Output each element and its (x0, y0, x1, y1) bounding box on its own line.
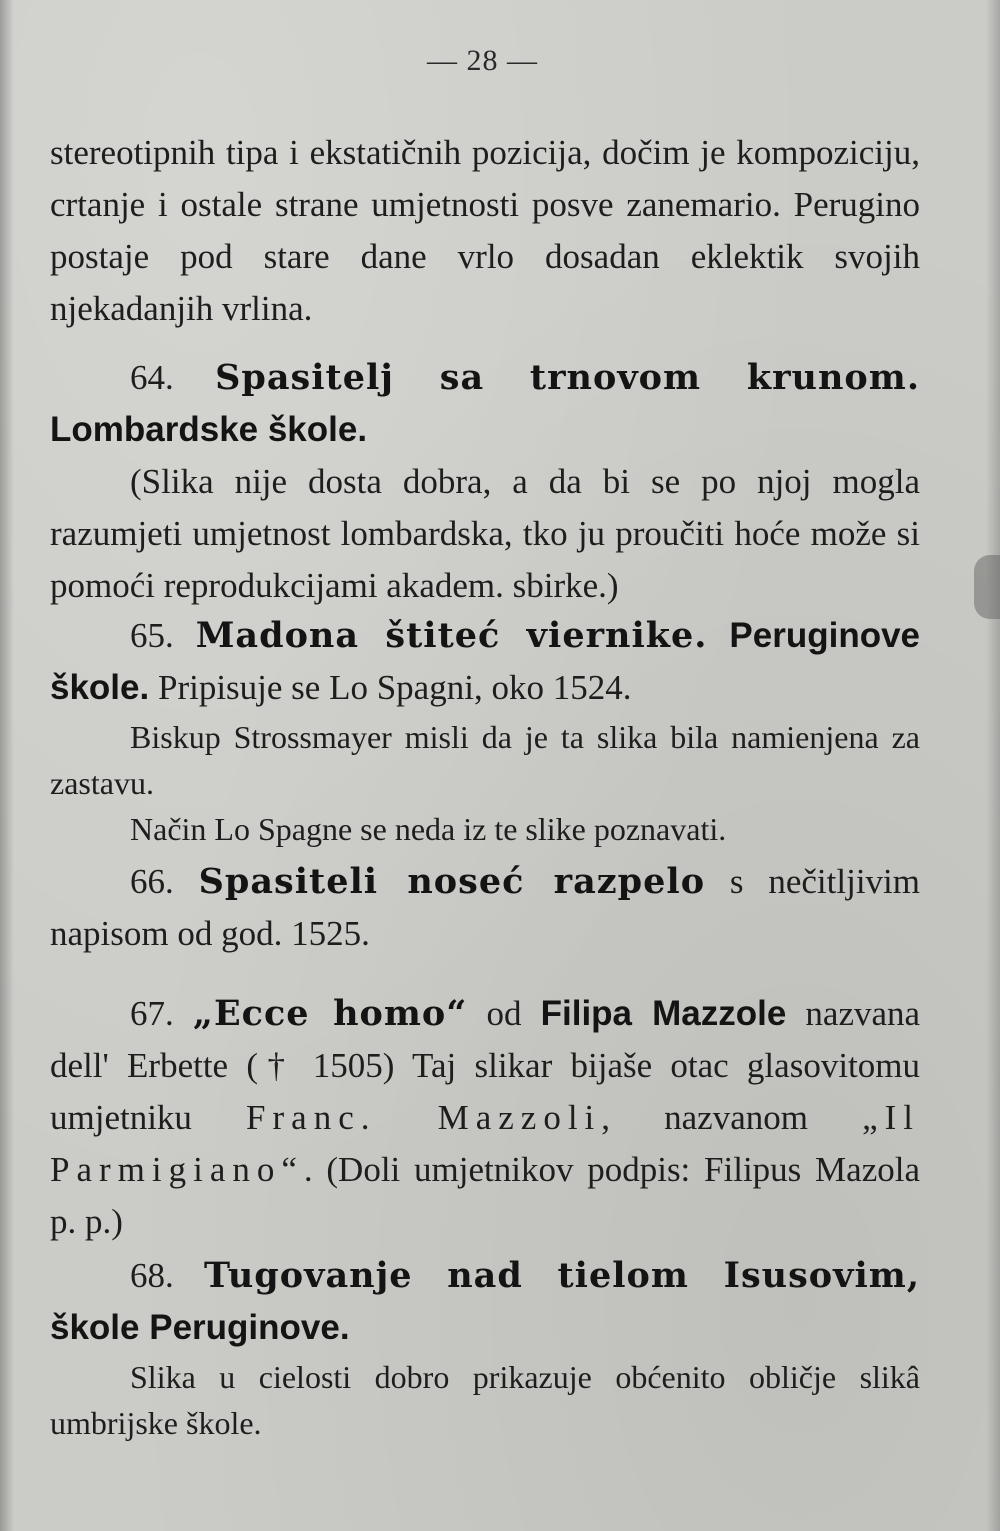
entry-school: škole Peruginove. (50, 1308, 350, 1347)
entry-number: 64. (130, 358, 174, 397)
entry-title: Madona štiteć viernike. (195, 615, 708, 656)
entry-attribution: Pripisuje se Lo Spagni, oko 1524. (157, 668, 632, 707)
entry-number: 66. (130, 862, 174, 901)
entry-heading (50, 856, 920, 960)
intro-text: stereotipnih tipa i ekstatičnih pozicija, dočim je kompoziciju, crtanje i ostale strane umjetnosti posve zanemario. Perugino postaje pod stare dane vrlo dosadan eklektik svojih njekadanjih vrlina. (50, 133, 920, 328)
page-number: — 28 — (427, 44, 538, 77)
entry-school: Peruginove škole. (50, 616, 921, 707)
entry-description-cont: , nazvanom (601, 1098, 808, 1137)
entry-connector: od (486, 994, 522, 1033)
entry-signature-note: . (Doli umjetnikov podpis: Filipus Mazola p. p.) (50, 1150, 920, 1241)
entry-heading (50, 988, 920, 1248)
catalog-entry-66 (50, 856, 920, 960)
entry-artist-son: Franc. Mazzoli (246, 1098, 602, 1137)
catalog-entry-65 (50, 610, 920, 852)
intro-paragraph (50, 127, 920, 335)
page-edge-right (986, 0, 1000, 1531)
catalog-entry-64 (50, 352, 920, 612)
entry-artist-nickname: „Il Parmigiano“ (50, 1098, 920, 1189)
entry-description: s nečitljivim napisom od god. 1525. (50, 862, 921, 953)
entry-description: nazvana dell' Erbette († 1505) Taj slikar bijaše otac glasovitomu umjetniku (50, 994, 921, 1137)
entry-title: Spasiteli noseć razpelo (198, 861, 706, 902)
entry-number: 68. (130, 1256, 174, 1295)
entry-note: Slika u cielosti dobro prikazuje obćenito obličje slikâ umbrijske škole. (50, 1359, 920, 1441)
entry-heading (50, 1250, 920, 1354)
entry-number: 67. (130, 994, 174, 1033)
entry-title: Tugovanje nad tielom Isusovim, (204, 1255, 920, 1296)
entry-number: 65. (130, 616, 174, 655)
catalog-entry-68 (50, 1250, 920, 1446)
entry-title: Spasitelj sa trnovom krunom. (215, 357, 920, 398)
entry-school: Lombardske škole. (50, 410, 368, 449)
entry-heading (50, 352, 920, 456)
entry-note: Biskup Strossmayer misli da je ta slika bila namienjena za zastavu. (50, 719, 920, 801)
entry-artist: Filipa Mazzole (540, 994, 787, 1033)
entry-note: Način Lo Spagne se neda iz te slike poznavati. (130, 811, 727, 847)
margin-thumb-mark (974, 555, 1000, 619)
catalog-entry-67 (50, 988, 920, 1248)
entry-heading (50, 610, 920, 714)
entry-title: „Ecce homo“ (192, 993, 468, 1034)
page-edge-left (0, 0, 14, 1531)
entry-note: (Slika nije dosta dobra, a da bi se po njoj mogla razumjeti umjetnost lombardska, tko ju proučiti hoće može si pomoći reprodukcijami akadem. sbirke.) (50, 462, 920, 605)
